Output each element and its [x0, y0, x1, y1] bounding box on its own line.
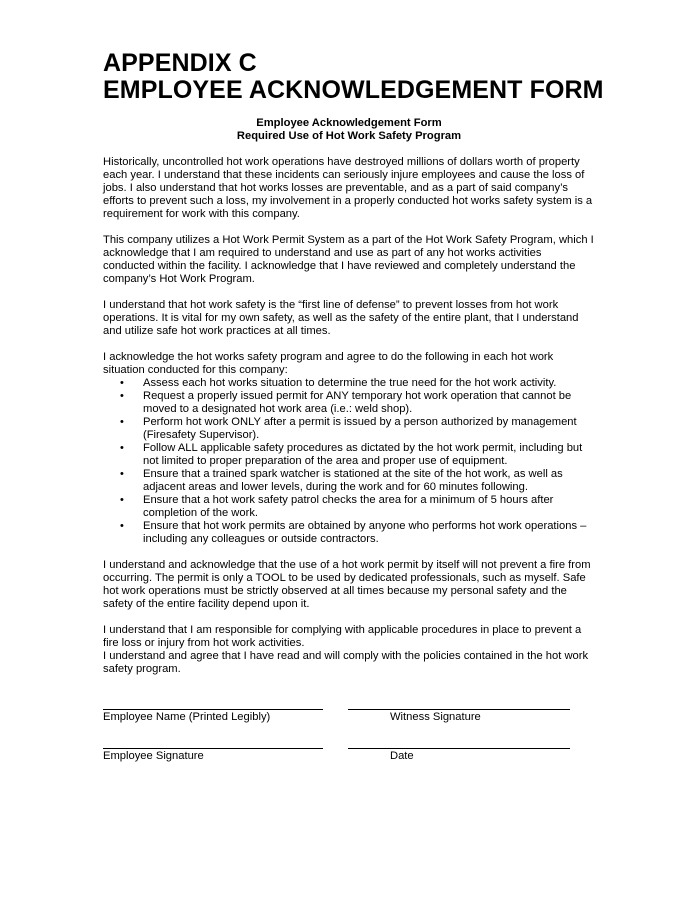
- list-item-text: Ensure that hot work permits are obtained by anyone who performs hot work operations – including any colleagues or outside contractors.: [143, 520, 587, 545]
- list-item-text: Ensure that a hot work safety patrol checks the area for a minimum of 5 hours after completion of the work.: [143, 494, 554, 519]
- form-subheading: [103, 117, 595, 143]
- subheading-line-2: Required Use of Hot Work Safety Program: [236, 130, 462, 142]
- list-item: [120, 494, 595, 520]
- paragraph-agreement-intro: I acknowledge the hot works safety program and agree to do the following in each hot work situation conducted for this company:: [103, 351, 554, 376]
- date-label: Date: [390, 750, 414, 762]
- list-item-text: Follow ALL applicable safety procedures as dictated by the hot work permit, including but not limited to proper preparation of the area and proper use of equipment.: [143, 442, 583, 467]
- bullet-icon: •: [120, 416, 124, 428]
- list-item-text: Ensure that a trained spark watcher is stationed at the site of the hot work, as well as adjacent areas and lower levels, during the work and for 60 minutes following.: [143, 468, 563, 493]
- page-title: [103, 50, 604, 104]
- employee-signature-line[interactable]: [103, 748, 323, 749]
- paragraph-first-line-of-defense: I understand that hot work safety is the “first line of defense” to prevent losses from hot work operations. It is vital for my own safety, as well as the safety of the entire plant, that I understand and utilize safe hot work practices at all times.: [103, 299, 579, 337]
- employee-signature-label: Employee Signature: [103, 750, 204, 762]
- agreement-bullet-list: [103, 377, 595, 546]
- list-item: [120, 468, 595, 494]
- paragraph-permit-system: This company utilizes a Hot Work Permit System as a part of the Hot Work Safety Program, which I acknowledge that I am required to understand and use as part of any hot works activities conducted within the facility. I acknowledge that I have reviewed and completely understand the company’s Hot Work Program.: [103, 234, 594, 285]
- signature-block: [103, 700, 573, 780]
- bullet-icon: •: [120, 377, 124, 389]
- form-title: EMPLOYEE ACKNOWLEDGEMENT FORM: [103, 76, 604, 104]
- appendix-title: APPENDIX C: [103, 49, 257, 77]
- bullet-icon: •: [120, 468, 124, 480]
- paragraph-compliance: I understand and agree that I have read and will comply with the policies contained in the hot work safety program.: [103, 650, 589, 675]
- bullet-icon: •: [120, 442, 124, 454]
- bullet-icon: •: [120, 390, 124, 402]
- subheading-line-1: Employee Acknowledgement Form: [256, 117, 442, 129]
- bullet-icon: •: [120, 520, 124, 532]
- list-item-text: Perform hot work ONLY after a permit is issued by a person authorized by management (Firesafety Supervisor).: [143, 416, 577, 441]
- form-body: [103, 156, 595, 689]
- employee-name-line[interactable]: [103, 709, 323, 710]
- employee-name-label: Employee Name (Printed Legibly): [103, 711, 271, 723]
- list-item: [120, 520, 595, 546]
- list-item: [120, 442, 595, 468]
- list-item: [120, 377, 595, 390]
- list-item-text: Assess each hot works situation to determine the true need for the hot work activity.: [143, 377, 557, 389]
- witness-signature-label: Witness Signature: [390, 711, 481, 723]
- list-item: [120, 390, 595, 416]
- list-item: [120, 416, 595, 442]
- witness-signature-line[interactable]: [348, 709, 570, 710]
- date-line[interactable]: [348, 748, 570, 749]
- list-item-text: Request a properly issued permit for ANY temporary hot work operation that cannot be moved to a designated hot work area (i.e.: weld shop).: [143, 390, 572, 415]
- paragraph-permit-tool: I understand and acknowledge that the use of a hot work permit by itself will not prevent a fire from occurring. The permit is only a TOOL to be used by dedicated professionals, such as myself. Safe hot work operations must be strictly observed at all times because my personal safety and the safety of the entire facility depend upon it.: [103, 559, 591, 610]
- paragraph-responsibility: I understand that I am responsible for complying with applicable procedures in place to prevent a fire loss or injury from hot work activities.: [103, 624, 582, 649]
- bullet-icon: •: [120, 494, 124, 506]
- paragraph-history: Historically, uncontrolled hot work operations have destroyed millions of dollars worth of property each year. I understand that these incidents can seriously injure employees and cause the loss of jobs. I also understand that hot works losses are preventable, and as a part of said company’s efforts to prevent such a loss, my involvement in a properly conducted hot works safety system is a requirement for work with this company.: [103, 156, 593, 220]
